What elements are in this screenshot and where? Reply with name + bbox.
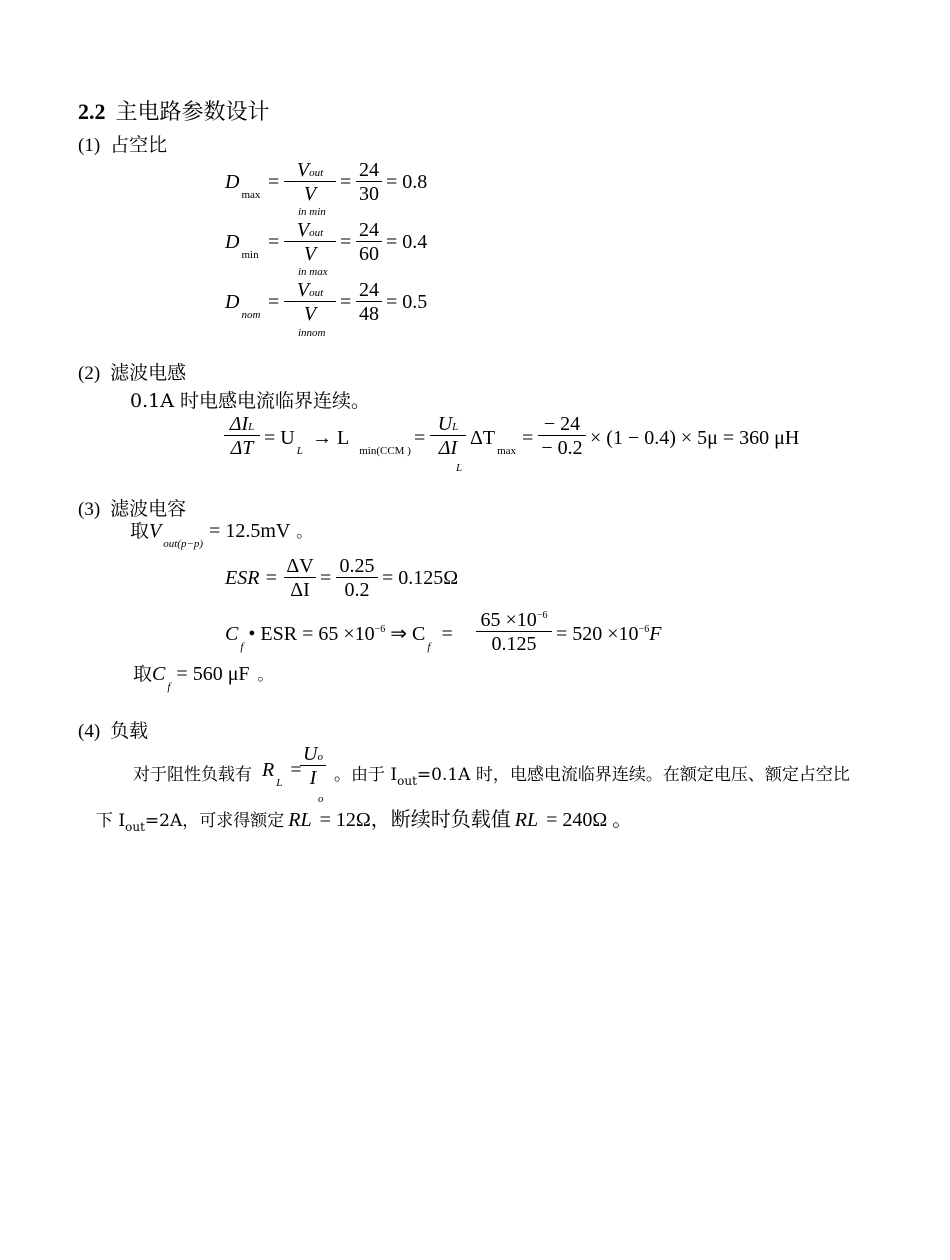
frac-025-02: $\frac{0.25}{0.2}$ — [336, 556, 378, 600]
eq-dmax: $D_{max}$ — [225, 171, 261, 201]
capacitor-take-cf: 取$C_f= 560$ μF 。 — [133, 663, 274, 693]
frac-dmin-n: $\frac{24}{60}$ — [356, 220, 382, 264]
section-4-title: (4) 负载 — [78, 720, 149, 742]
eq-cf: $C_f$ • ESR = $65 \times 10^{-6}$ ⇒ $C_f$ = — [225, 623, 453, 653]
frac-cf: $\frac{65 \times 10^{-6}}{0.125}$ — [476, 610, 552, 654]
frac-U-dIL: $\frac{UL}{\Delta I}$ — [430, 414, 466, 458]
eq-dnom: $D_{nom}$ — [225, 291, 261, 321]
heading-title: 主电路参数设计 — [115, 100, 270, 125]
frac-dnom-v: Vout V — [284, 280, 336, 324]
load-line-1: 对于阻性负载有 — [133, 765, 252, 785]
section-1-title: (1) 占空比 — [78, 134, 168, 156]
heading-number: 2.2 — [78, 99, 106, 124]
frac-24-02: $\frac{- 24}{- 0.2}$ — [538, 414, 586, 458]
section-3-title: (3) 滤波电容 — [78, 498, 187, 520]
frac-dV-dI: $\frac{\Delta V}{\Delta I}$ — [284, 556, 316, 600]
section-heading — [78, 95, 270, 126]
section-2-title: (2) 滤波电感 — [78, 362, 187, 384]
frac-dnom-n: $\frac{24}{48}$ — [356, 280, 382, 324]
frac-dmax-n: $\frac{24}{30}$ — [356, 160, 382, 204]
inductor-note: 0.1A 时电感电流临界连续。 — [130, 390, 370, 412]
eq-dmin: $D_{min}$ — [225, 231, 259, 261]
load-line-2: 下 $I_{out}=2A$，可求得额定 RL = 12Ω，断续时负载值 RL = 240Ω 。 — [96, 809, 633, 834]
frac-u-i: $\frac{Uo}{I}$ — [300, 744, 326, 788]
frac-dI-dT: ΔIL ΔT — [224, 414, 260, 458]
capacitor-take-vout: 取$V_{out(p-p)}= 12.5mV$ 。 — [130, 520, 313, 550]
frac-dmin-v: Vout V — [284, 220, 336, 264]
frac-dmax-v: Vout V — [284, 160, 336, 204]
